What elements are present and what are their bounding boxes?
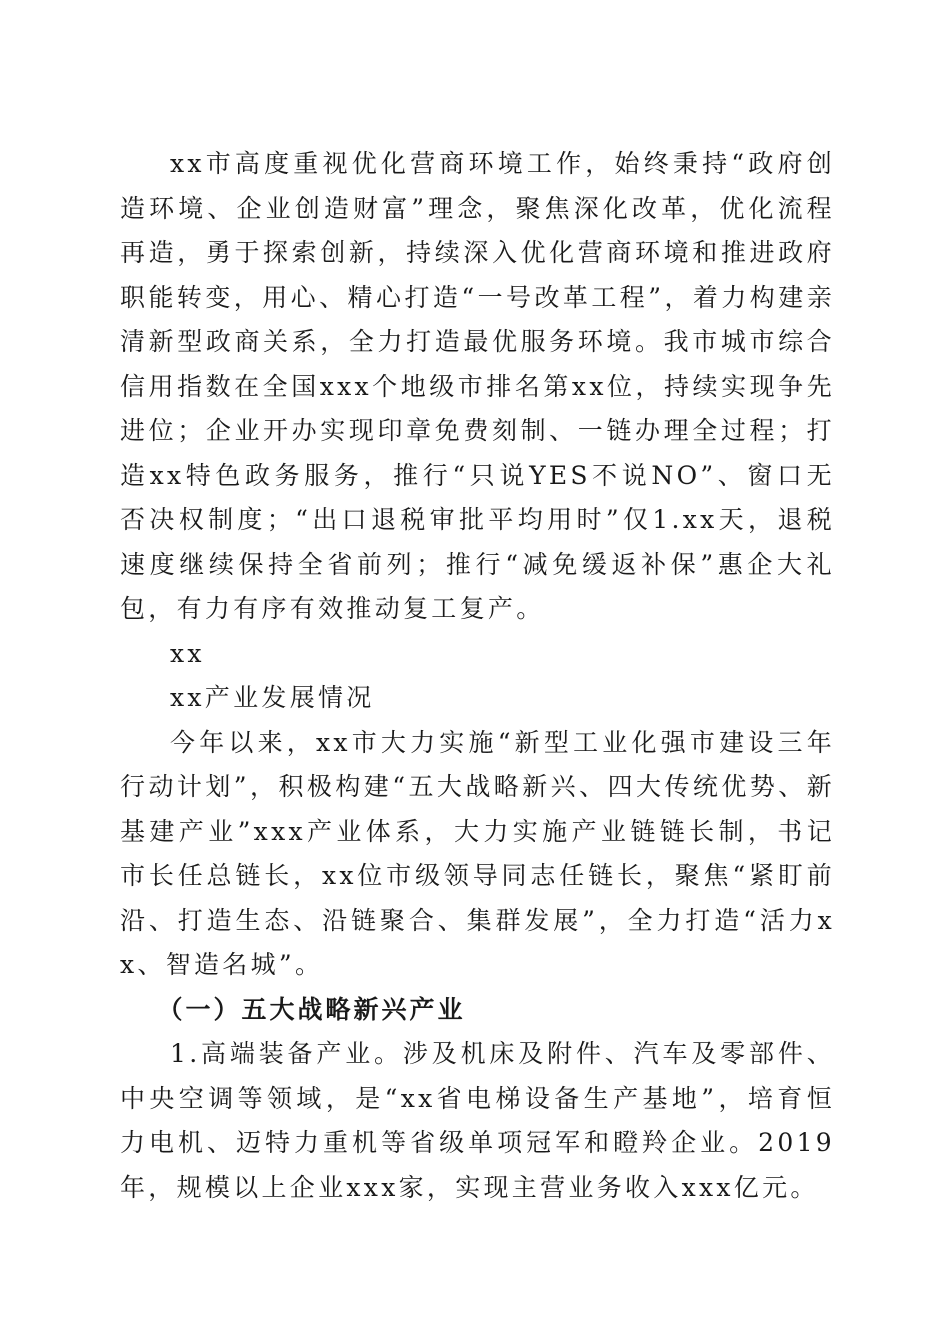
paragraph-xx: xx	[170, 638, 205, 668]
subsection-heading-emerging-industries: （一）五大战略新兴产业	[157, 994, 466, 1024]
paragraph-business-environment: xx市高度重视优化营商环境工作，始终秉持“政府创造环境、企业创造财富”理念，聚焦深化改革，优化流程再造，勇于探索创新，持续深入优化营商环境和推进政府职能转变，用心、精心打造“一号改革工程”，着力构建亲清新型政商关系，全力打造最优服务环境。我市城市综合信用指数在全国xxx个地级市排名第xx位，持续实现争先进位；企业开办实现印章免费刻制、一链办理全过程；打造xx特色政务服务，推行“只说YES不说NO”、窗口无否决权制度；“出口退税审批平均用时”仅1.xx天，退税速度继续保持全省前列；推行“减免缓返补保”惠企大礼包，有力有序有效推动复工复产。	[120, 149, 835, 623]
paragraph-industry-overview: 今年以来，xx市大力实施“新型工业化强市建设三年行动计划”，积极构建“五大战略新兴、四大传统优势、新基建产业”xxx产业体系，大力实施产业链链长制，书记市长任总链长，xx位市级领导同志任链长，聚焦“紧盯前沿、打造生态、沿链聚合、集群发展”，全力打造“活力xx、智造名城”。	[120, 727, 835, 979]
paragraph-high-end-equipment: 1.高端装备产业。涉及机床及附件、汽车及零部件、中央空调等领域，是“xx省电梯设备生产基地”，培育恒力电机、迈特力重机等省级单项冠军和瞪羚企业。2019年，规模以上企业xxx家，实现主营业务收入xxx亿元。	[120, 1039, 835, 1202]
section-title-industry-development: xx产业发展情况	[170, 683, 375, 712]
document-body	[120, 142, 835, 1210]
